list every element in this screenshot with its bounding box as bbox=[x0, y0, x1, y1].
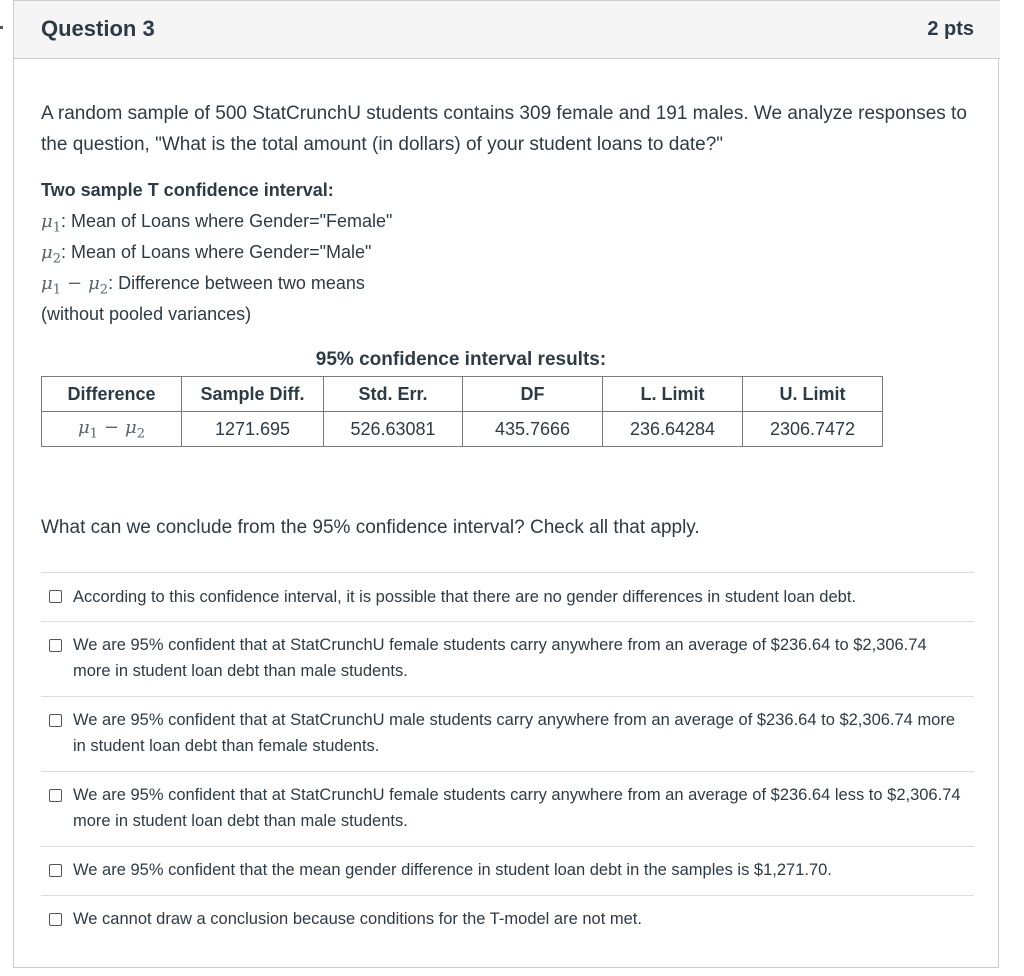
answer-list bbox=[41, 572, 974, 945]
interval-title: Two sample T confidence interval: bbox=[41, 180, 334, 200]
left-edge-marker bbox=[0, 26, 3, 29]
answer-option-6[interactable] bbox=[41, 896, 974, 945]
diff-mu1-symbol: $\mu_1$ bbox=[41, 273, 61, 298]
results-table bbox=[41, 376, 883, 447]
answer-label-5[interactable]: We are 95% confident that the mean gender difference in student loan debt in the samples is $1,271.70. bbox=[73, 861, 832, 879]
mu1-description: : Mean of Loans where Gender="Female" bbox=[60, 211, 393, 231]
answer-label-6[interactable]: We cannot draw a conclusion because conditions for the T-model are not met. bbox=[73, 910, 642, 928]
cell-std-err: 526.63081 bbox=[324, 412, 463, 447]
question-card bbox=[13, 0, 999, 968]
answer-label-4[interactable]: We are 95% confident that at StatCrunchU female students carry anywhere from an average of $236.64 less to $2,306.74 more in student loan debt than male students. bbox=[73, 786, 961, 830]
cell-u-limit: 2306.7472 bbox=[743, 412, 883, 447]
header-sample-diff: Sample Diff. bbox=[182, 377, 324, 412]
cell-df: 435.7666 bbox=[463, 412, 603, 447]
header-u-limit: U. Limit bbox=[743, 377, 883, 412]
answer-option-2[interactable] bbox=[41, 622, 974, 697]
checkbox-5[interactable] bbox=[49, 864, 62, 877]
cell-difference: $\mu_1 - \mu_2$ bbox=[42, 412, 182, 447]
header-l-limit: L. Limit bbox=[603, 377, 743, 412]
diff-minus-sign: − bbox=[66, 273, 83, 294]
checkbox-3[interactable] bbox=[49, 714, 62, 727]
answer-option-4[interactable] bbox=[41, 772, 974, 847]
checkbox-4[interactable] bbox=[49, 789, 62, 802]
question-title: Question 3 bbox=[41, 16, 155, 41]
mu2-symbol: $\mu_2$ bbox=[41, 242, 61, 267]
question-header bbox=[14, 0, 1000, 59]
mu2-description: : Mean of Loans where Gender="Male" bbox=[60, 242, 372, 262]
checkbox-2[interactable] bbox=[49, 639, 62, 652]
answer-option-1[interactable] bbox=[41, 573, 974, 622]
question-intro: A random sample of 500 StatCrunchU students contains 309 female and 191 males. We analyze responses to the question, "What is the total amount (in dollars) of your student loans to date?" bbox=[41, 103, 967, 155]
question-points: 2 pts bbox=[927, 18, 974, 40]
answer-label-2[interactable]: We are 95% confident that at StatCrunchU female students carry anywhere from an average of $236.64 to $2,306.74 more in student loan debt than male students. bbox=[73, 636, 927, 680]
answer-label-1[interactable]: According to this confidence interval, it is possible that there are no gender differences in student loan debt. bbox=[73, 588, 857, 606]
pooled-note: (without pooled variances) bbox=[41, 304, 252, 324]
cell-sample-diff: 1271.695 bbox=[182, 412, 324, 447]
diff-mu2-symbol: $\mu_2$ bbox=[88, 273, 109, 298]
checkbox-6[interactable] bbox=[49, 913, 62, 926]
header-difference: Difference bbox=[42, 377, 182, 412]
question-prompt: What can we conclude from the 95% confidence interval? Check all that apply. bbox=[41, 517, 700, 538]
answer-label-3[interactable]: We are 95% confident that at StatCrunchU male students carry anywhere from an average of $236.64 to $2,306.74 more in student loan debt than female students. bbox=[73, 711, 956, 755]
results-data-row bbox=[42, 412, 883, 447]
results-table-caption: 95% confidence interval results: bbox=[315, 349, 607, 370]
answer-option-5[interactable] bbox=[41, 847, 974, 896]
checkbox-1[interactable] bbox=[49, 590, 62, 603]
difference-description: : Difference between two means bbox=[108, 273, 365, 293]
mu1-symbol: $\mu_1$ bbox=[41, 211, 61, 236]
cell-l-limit: 236.64284 bbox=[603, 412, 743, 447]
answer-option-3[interactable] bbox=[41, 697, 974, 772]
header-df: DF bbox=[463, 377, 603, 412]
header-std-err: Std. Err. bbox=[324, 377, 463, 412]
results-header-row bbox=[42, 377, 883, 412]
